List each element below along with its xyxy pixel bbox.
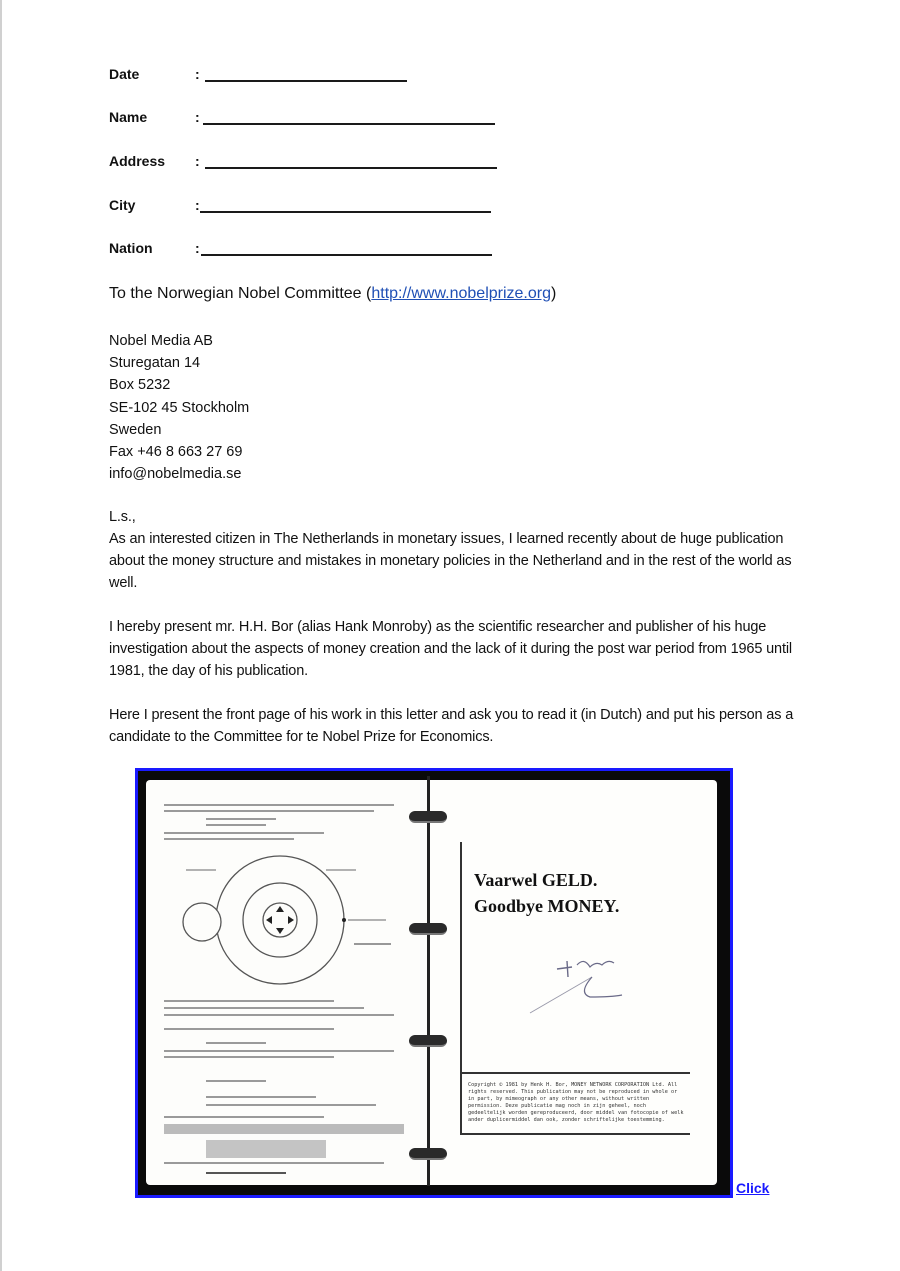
city-input-line[interactable] xyxy=(200,211,491,213)
text-line xyxy=(164,1007,364,1009)
text-line xyxy=(206,824,266,826)
page-edge xyxy=(0,0,2,1271)
salutation: L.s., xyxy=(109,509,136,525)
nation-colon: : xyxy=(195,240,200,256)
binder-spine xyxy=(427,776,430,1186)
text-line xyxy=(164,1116,324,1118)
recipient-heading xyxy=(109,285,556,303)
author-signature xyxy=(522,947,642,1017)
book-title-english: Goodbye MONEY. xyxy=(474,896,620,916)
recipient-address xyxy=(109,330,249,485)
text-line xyxy=(164,1014,394,1016)
address-email: info@nobelmedia.se xyxy=(109,466,242,483)
text-line xyxy=(164,838,294,840)
binder-ring xyxy=(409,1148,447,1160)
book-title-dutch: Vaarwel GELD. xyxy=(474,870,598,890)
binder-ring xyxy=(409,811,447,823)
text-line xyxy=(164,832,324,834)
text-block xyxy=(164,1124,404,1134)
date-label: Date xyxy=(109,66,140,82)
text-line xyxy=(206,1104,376,1106)
text-line xyxy=(206,1080,266,1082)
binder-ring xyxy=(409,1035,447,1047)
text-line xyxy=(164,1050,394,1052)
click-link[interactable]: Click xyxy=(736,1180,770,1196)
title-box xyxy=(460,842,692,1072)
text-line xyxy=(164,1028,334,1030)
text-line xyxy=(164,810,374,812)
name-label: Name xyxy=(109,109,148,125)
text-line xyxy=(206,818,276,820)
heading-text: To the Norwegian Nobel Committee ( xyxy=(109,285,372,302)
nobelprize-link[interactable]: http://www.nobelprize.org xyxy=(371,285,551,302)
nation-input-line[interactable] xyxy=(201,254,492,256)
address-colon: : xyxy=(195,153,200,169)
text-line xyxy=(164,1056,334,1058)
date-input-line[interactable] xyxy=(205,80,407,82)
binder-ring xyxy=(409,923,447,935)
address-line: Box 5232 xyxy=(109,377,171,394)
address-line: SE-102 45 Stockholm xyxy=(109,399,250,416)
address-line: Fax +46 8 663 27 69 xyxy=(109,444,243,461)
book-right-page xyxy=(430,780,717,1185)
copyright-notice: Copyright © 1981 by Henk H. Bor, MONEY NETWORK CORPORATION Ltd. All rights reserved. This publication may not be reproduced in whole or in part, by mimeograph or any other means, without written permission. Deze publicatie mag noch in zijn geheel, noch gedeeltelijk worden gereproduceerd, door middel van fotocopie of welk ander duplicermiddel dan ook, zonder schriftelijke toestemming. xyxy=(460,1072,690,1135)
name-colon: : xyxy=(195,109,200,125)
text-line xyxy=(206,1172,286,1174)
text-line xyxy=(164,1000,334,1002)
nation-label: Nation xyxy=(109,240,153,256)
name-input-line[interactable] xyxy=(203,123,495,125)
city-label: City xyxy=(109,197,136,213)
address-label: Address xyxy=(109,153,166,169)
heading-suffix: ) xyxy=(551,285,557,302)
book-title xyxy=(474,867,619,919)
letter-paragraph-2: I hereby present mr. H.H. Bor (alias Hank Monroby) as the scientific researcher and publisher of his huge investigation about the aspects of money creation and the lack of it during the post war period from 1965 until 1981, the day of his publication. xyxy=(109,619,792,679)
city-colon: : xyxy=(195,197,200,213)
money-circle-diagram xyxy=(176,850,416,990)
address-line: Sturegatan 14 xyxy=(109,355,201,372)
date-colon: : xyxy=(195,66,200,82)
book-left-page xyxy=(146,780,430,1185)
letter-paragraph-3: Here I present the front page of his work in this letter and ask you to read it (in Dutch) and put his person as a candidate to the Committee for te Nobel Prize for Economics. xyxy=(109,707,794,745)
book-front-page-image[interactable] xyxy=(135,768,733,1198)
text-line xyxy=(206,1042,266,1044)
letter-paragraph-1: As an interested citizen in The Netherlands in monetary issues, I learned recently about de huge publication about the money structure and mistakes in monetary policies in the Netherland and in the rest of the world as well. xyxy=(109,531,792,591)
address-line: Nobel Media AB xyxy=(109,333,213,349)
text-block xyxy=(206,1140,326,1158)
address-line: Sweden xyxy=(109,421,162,438)
text-line xyxy=(164,804,394,806)
address-input-line[interactable] xyxy=(205,167,497,169)
text-line xyxy=(164,1162,384,1164)
text-line xyxy=(206,1096,316,1098)
